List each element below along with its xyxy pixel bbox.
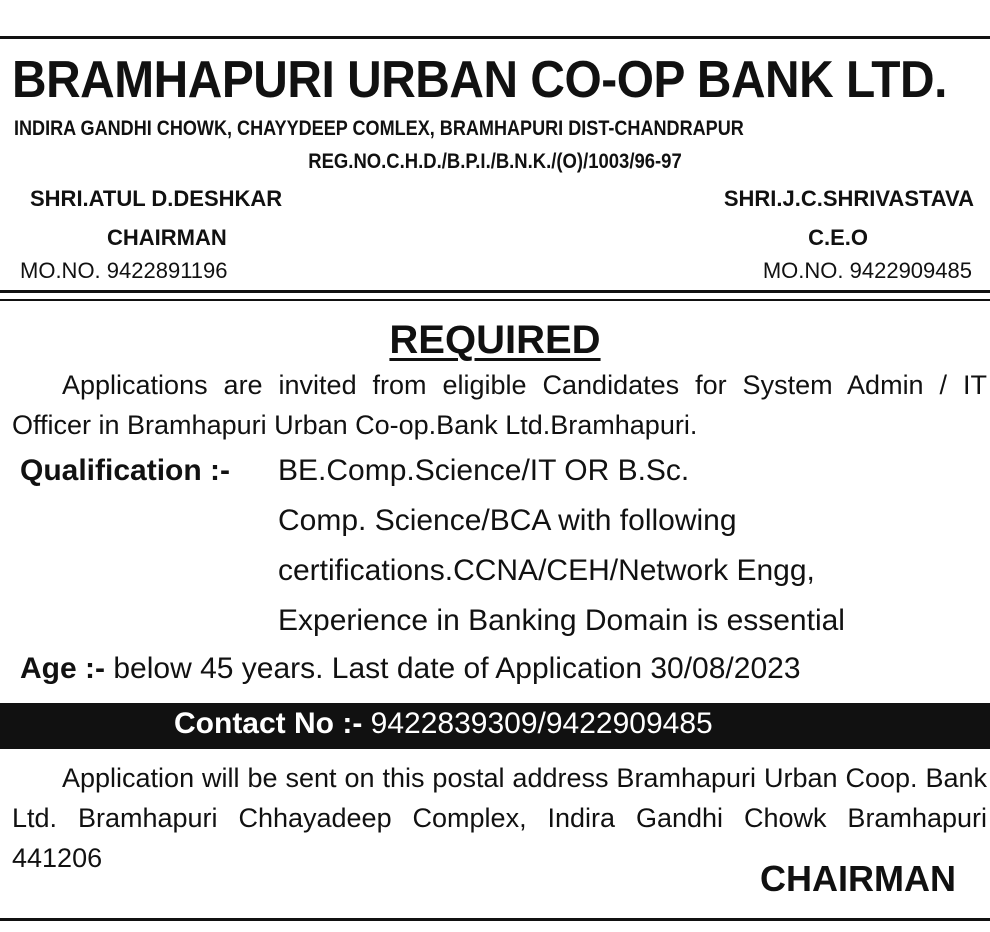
qualification-line: BE.Comp.Science/IT OR B.Sc. bbox=[278, 454, 690, 487]
postal-address-paragraph: Application will be sent on this postal address Bramhapuri Urban Coop. Bank Ltd. Bramhapuri Chhayadeep Complex, Indira Gandhi Chowk Bramhapuri 441206 bbox=[12, 763, 987, 873]
top-border bbox=[0, 36, 990, 39]
contact-line bbox=[174, 707, 713, 741]
header-divider-thin bbox=[0, 299, 990, 301]
age-label: Age :- bbox=[20, 652, 105, 685]
age-requirement bbox=[20, 652, 801, 686]
age-text: below 45 years. Last date of Application 30/08/2023 bbox=[113, 652, 801, 685]
qualification-label: Qualification :- bbox=[20, 454, 230, 487]
chairman-mobile: MO.NO. 9422891196 bbox=[20, 258, 228, 283]
ceo-title: C.E.O bbox=[808, 225, 868, 250]
chairman-title: CHAIRMAN bbox=[107, 225, 227, 250]
qualification-line: Experience in Banking Domain is essential bbox=[278, 604, 845, 637]
chairman-name: SHRI.ATUL D.DESHKAR bbox=[30, 186, 283, 211]
registration-number: REG.NO.C.H.D./B.P.I./B.N.K./(O)/1003/96-97 bbox=[308, 150, 682, 173]
bottom-border bbox=[0, 918, 990, 921]
contact-numbers: 9422839309/9422909485 bbox=[370, 707, 713, 740]
ceo-mobile: MO.NO. 9422909485 bbox=[762, 258, 972, 283]
ceo-name: SHRI.J.C.SHRIVASTAVA bbox=[723, 186, 974, 211]
qualification-line: Comp. Science/BCA with following bbox=[278, 504, 737, 537]
required-heading: REQUIRED bbox=[389, 318, 601, 362]
bank-address: INDIRA GANDHI CHOWK, CHAYYDEEP COMLEX, BRAMHAPURI DIST-CHANDRAPUR bbox=[14, 117, 744, 140]
header-divider bbox=[0, 290, 990, 293]
intro-paragraph: Applications are invited from eligible Candidates for System Admin / IT Officer in Bramhapuri Urban Co-op.Bank Ltd.Bramhapuri. bbox=[12, 370, 987, 440]
bank-name: BRAMHAPURI URBAN CO-OP BANK LTD. bbox=[12, 51, 947, 109]
signature-chairman: CHAIRMAN bbox=[760, 858, 956, 899]
contact-label: Contact No :- bbox=[174, 707, 363, 740]
qualification-line: certifications.CCNA/CEH/Network Engg, bbox=[278, 554, 815, 587]
